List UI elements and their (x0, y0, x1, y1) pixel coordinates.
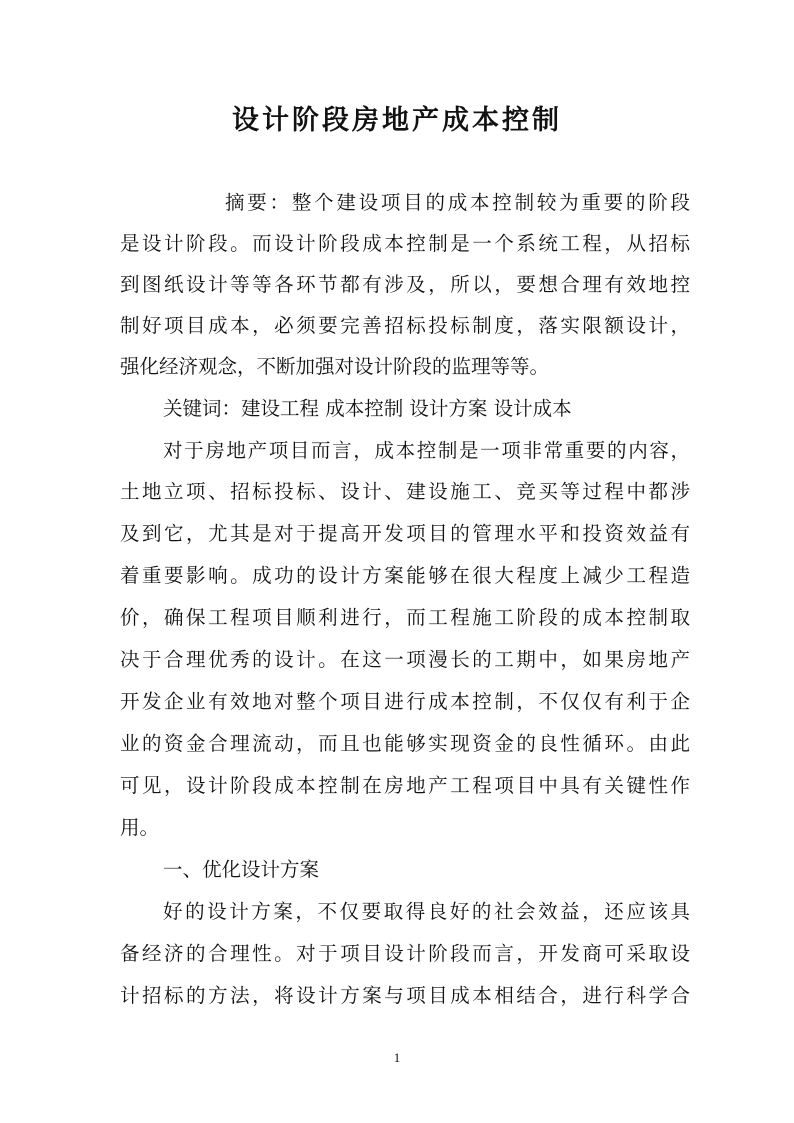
paragraph-line: 及到它，尤其是对于提高开发项目的管理水平和投资效益有 (120, 522, 693, 545)
document-title: 设计阶段房地产成本控制 (232, 105, 562, 136)
abstract-line: 到图纸设计等等各环节都有涉及，所以，要想合理有效地控 (120, 273, 693, 296)
paragraph-line: 土地立项、招标投标、设计、建设施工、竞买等过程中都涉 (120, 480, 693, 503)
section-heading: 一、优化设计方案 (163, 858, 320, 881)
paragraph-line: 好的设计方案，不仅要取得良好的社会效益，还应该具 (163, 900, 693, 923)
paragraph-line: 备经济的合理性。对于项目设计阶段而言，开发商可采取设 (120, 942, 693, 965)
abstract-line: 强化经济观念，不断加强对设计阶段的监理等等。 (120, 355, 550, 378)
paragraph-line: 业的资金合理流动，而且也能够实现资金的良性循环。由此 (120, 732, 693, 755)
paragraph-line: 着重要影响。成功的设计方案能够在很大程度上减少工程造 (120, 564, 693, 587)
paragraph-line: 可见，设计阶段成本控制在房地产工程项目中具有关键性作 (120, 774, 693, 797)
paragraph-line: 开发企业有效地对整个项目进行成本控制，不仅仅有利于企 (120, 690, 693, 713)
abstract-line: 摘要：整个建设项目的成本控制较为重要的阶段 (225, 191, 693, 214)
keywords: 关键词：建设工程 成本控制 设计方案 设计成本 (163, 397, 572, 420)
abstract-line: 是设计阶段。而设计阶段成本控制是一个系统工程，从招标 (120, 232, 693, 255)
abstract-line: 制好项目成本，必须要完善招标投标制度，落实限额设计， (120, 314, 693, 337)
paragraph-line: 用。 (120, 816, 160, 839)
paragraph-line: 计招标的方法，将设计方案与项目成本相结合，进行科学合 (120, 984, 693, 1007)
paragraph-line: 决于合理优秀的设计。在这一项漫长的工期中，如果房地产 (120, 648, 693, 671)
paragraph-line: 对于房地产项目而言，成本控制是一项非常重要的内容， (163, 439, 692, 462)
page-number: 1 (393, 1050, 401, 1065)
paragraph-line: 价，确保工程项目顺利进行，而工程施工阶段的成本控制取 (120, 606, 693, 629)
